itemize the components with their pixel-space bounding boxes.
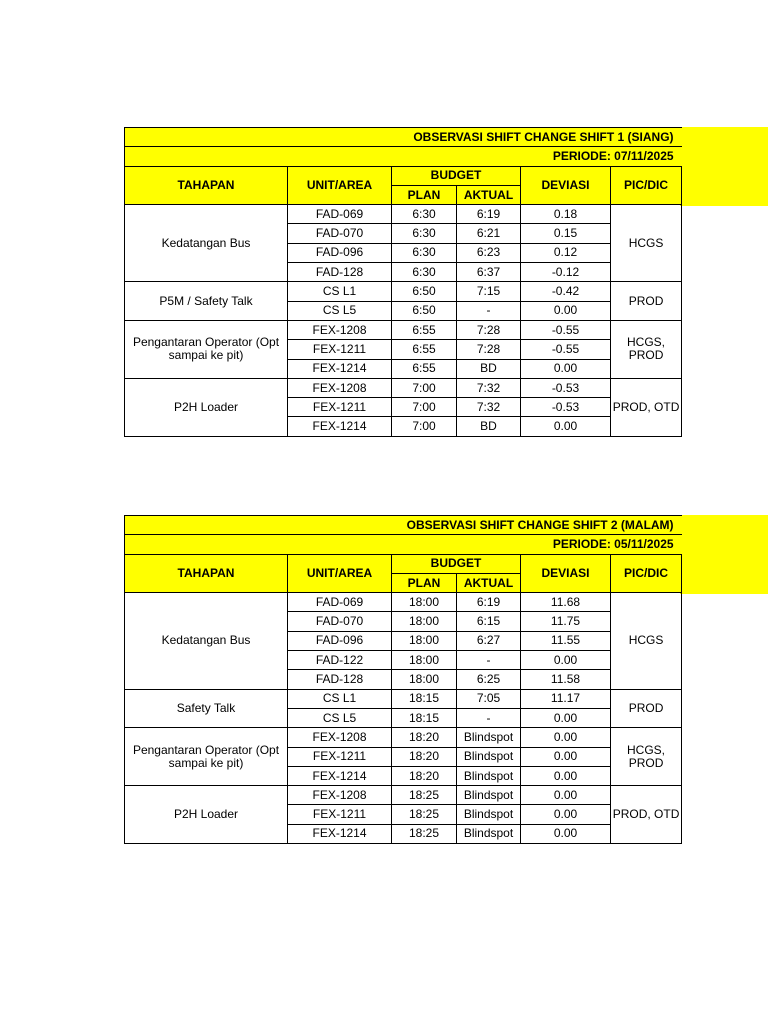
pic-cell: HCGS, PROD (611, 728, 682, 786)
shift-2-table (124, 515, 682, 844)
plan-cell: 18:25 (392, 805, 457, 824)
unit-cell: FEX-1211 (288, 747, 392, 766)
plan-cell: 18:20 (392, 766, 457, 785)
unit-cell: FAD-128 (288, 670, 392, 689)
deviation-cell: -0.12 (521, 263, 611, 282)
stage-cell: P2H Loader (125, 786, 288, 844)
pic-cell: HCGS, PROD (611, 320, 682, 378)
deviation-cell: 0.00 (521, 301, 611, 320)
unit-cell: FAD-122 (288, 651, 392, 670)
plan-cell: 6:30 (392, 224, 457, 243)
unit-cell: FAD-096 (288, 243, 392, 262)
actual-cell: BD (457, 359, 521, 378)
deviation-cell: -0.55 (521, 320, 611, 339)
pic-cell: PROD, OTD (611, 378, 682, 436)
column-header-actual: AKTUAL (457, 185, 521, 204)
actual-cell: 7:32 (457, 398, 521, 417)
unit-cell: FAD-128 (288, 263, 392, 282)
header-highlight (680, 127, 768, 206)
unit-cell: FEX-1208 (288, 320, 392, 339)
deviation-cell: 11.58 (521, 670, 611, 689)
plan-cell: 18:15 (392, 689, 457, 708)
deviation-cell: 0.18 (521, 205, 611, 224)
stage-cell: Safety Talk (125, 689, 288, 728)
unit-cell: FEX-1214 (288, 766, 392, 785)
actual-cell: 6:37 (457, 263, 521, 282)
pic-cell: PROD, OTD (611, 786, 682, 844)
deviation-cell: 0.00 (521, 728, 611, 747)
deviation-cell: 0.00 (521, 417, 611, 436)
pic-cell: PROD (611, 689, 682, 728)
table-row (125, 728, 682, 747)
deviation-cell: -0.42 (521, 282, 611, 301)
stage-cell: P2H Loader (125, 378, 288, 436)
plan-cell: 6:30 (392, 205, 457, 224)
actual-cell: 7:28 (457, 340, 521, 359)
unit-cell: CS L1 (288, 689, 392, 708)
unit-cell: CS L1 (288, 282, 392, 301)
column-header-pic: PIC/DIC (611, 554, 682, 593)
column-header-deviation: DEVIASI (521, 554, 611, 593)
unit-cell: FEX-1214 (288, 359, 392, 378)
table-row (125, 378, 682, 397)
unit-cell: CS L5 (288, 708, 392, 727)
deviation-cell: 0.00 (521, 708, 611, 727)
period-label: PERIODE: 07/11/2025 (125, 147, 682, 166)
stage-cell: Kedatangan Bus (125, 593, 288, 689)
plan-cell: 18:20 (392, 747, 457, 766)
unit-cell: FEX-1208 (288, 786, 392, 805)
plan-cell: 6:50 (392, 301, 457, 320)
actual-cell: 6:15 (457, 612, 521, 631)
unit-cell: FEX-1211 (288, 805, 392, 824)
table-title: OBSERVASI SHIFT CHANGE SHIFT 2 (MALAM) (125, 516, 682, 535)
actual-cell: 6:19 (457, 205, 521, 224)
unit-cell: FEX-1208 (288, 378, 392, 397)
pic-cell: PROD (611, 282, 682, 321)
plan-cell: 7:00 (392, 398, 457, 417)
deviation-cell: 0.00 (521, 747, 611, 766)
column-header-unit: UNIT/AREA (288, 554, 392, 593)
table-row (125, 689, 682, 708)
deviation-cell: 0.00 (521, 805, 611, 824)
column-header-plan: PLAN (392, 185, 457, 204)
deviation-cell: 0.00 (521, 359, 611, 378)
deviation-cell: 11.68 (521, 593, 611, 612)
deviation-cell: -0.55 (521, 340, 611, 359)
plan-cell: 18:25 (392, 824, 457, 843)
plan-cell: 6:30 (392, 263, 457, 282)
unit-cell: FEX-1211 (288, 340, 392, 359)
actual-cell: 7:05 (457, 689, 521, 708)
table-row (125, 786, 682, 805)
plan-cell: 18:00 (392, 670, 457, 689)
actual-cell: - (457, 708, 521, 727)
deviation-cell: 0.15 (521, 224, 611, 243)
stage-cell: P5M / Safety Talk (125, 282, 288, 321)
table-title: OBSERVASI SHIFT CHANGE SHIFT 1 (SIANG) (125, 128, 682, 147)
actual-cell: BD (457, 417, 521, 436)
column-header-unit: UNIT/AREA (288, 166, 392, 205)
column-header-stage: TAHAPAN (125, 554, 288, 593)
shift-1-observation-block (124, 127, 768, 437)
column-header-stage: TAHAPAN (125, 166, 288, 205)
table-row (125, 205, 682, 224)
actual-cell: Blindspot (457, 728, 521, 747)
actual-cell: Blindspot (457, 747, 521, 766)
plan-cell: 18:20 (392, 728, 457, 747)
unit-cell: FEX-1211 (288, 398, 392, 417)
deviation-cell: 11.55 (521, 631, 611, 650)
actual-cell: 6:27 (457, 631, 521, 650)
actual-cell: 6:19 (457, 593, 521, 612)
stage-cell: Kedatangan Bus (125, 205, 288, 282)
actual-cell: Blindspot (457, 824, 521, 843)
column-header-actual: AKTUAL (457, 573, 521, 592)
actual-cell: - (457, 651, 521, 670)
plan-cell: 6:55 (392, 320, 457, 339)
plan-cell: 6:55 (392, 340, 457, 359)
actual-cell: Blindspot (457, 786, 521, 805)
actual-cell: 7:15 (457, 282, 521, 301)
deviation-cell: 0.12 (521, 243, 611, 262)
actual-cell: - (457, 301, 521, 320)
column-header-budget: BUDGET (392, 554, 521, 573)
deviation-cell: 0.00 (521, 651, 611, 670)
unit-cell: FAD-096 (288, 631, 392, 650)
plan-cell: 6:30 (392, 243, 457, 262)
plan-cell: 7:00 (392, 417, 457, 436)
actual-cell: 7:32 (457, 378, 521, 397)
unit-cell: FAD-069 (288, 593, 392, 612)
period-label: PERIODE: 05/11/2025 (125, 535, 682, 554)
plan-cell: 6:55 (392, 359, 457, 378)
actual-cell: Blindspot (457, 766, 521, 785)
unit-cell: FEX-1208 (288, 728, 392, 747)
unit-cell: CS L5 (288, 301, 392, 320)
unit-cell: FEX-1214 (288, 824, 392, 843)
deviation-cell: 0.00 (521, 824, 611, 843)
table-row (125, 282, 682, 301)
actual-cell: 6:23 (457, 243, 521, 262)
column-header-plan: PLAN (392, 573, 457, 592)
deviation-cell: 11.17 (521, 689, 611, 708)
table-row (125, 593, 682, 612)
column-header-pic: PIC/DIC (611, 166, 682, 205)
actual-cell: 7:28 (457, 320, 521, 339)
actual-cell: 6:21 (457, 224, 521, 243)
deviation-cell: 11.75 (521, 612, 611, 631)
plan-cell: 18:15 (392, 708, 457, 727)
column-header-deviation: DEVIASI (521, 166, 611, 205)
pic-cell: HCGS (611, 593, 682, 689)
pic-cell: HCGS (611, 205, 682, 282)
shift-1-table (124, 127, 682, 437)
plan-cell: 6:50 (392, 282, 457, 301)
actual-cell: 6:25 (457, 670, 521, 689)
plan-cell: 7:00 (392, 378, 457, 397)
deviation-cell: -0.53 (521, 378, 611, 397)
column-header-budget: BUDGET (392, 166, 521, 185)
stage-cell: Pengantaran Operator (Opt sampai ke pit) (125, 320, 288, 378)
unit-cell: FEX-1214 (288, 417, 392, 436)
plan-cell: 18:00 (392, 631, 457, 650)
deviation-cell: -0.53 (521, 398, 611, 417)
actual-cell: Blindspot (457, 805, 521, 824)
unit-cell: FAD-070 (288, 224, 392, 243)
stage-cell: Pengantaran Operator (Opt sampai ke pit) (125, 728, 288, 786)
plan-cell: 18:00 (392, 612, 457, 631)
shift-2-observation-block (124, 515, 768, 844)
plan-cell: 18:25 (392, 786, 457, 805)
unit-cell: FAD-070 (288, 612, 392, 631)
plan-cell: 18:00 (392, 593, 457, 612)
deviation-cell: 0.00 (521, 786, 611, 805)
header-highlight (680, 515, 768, 594)
unit-cell: FAD-069 (288, 205, 392, 224)
table-row (125, 320, 682, 339)
plan-cell: 18:00 (392, 651, 457, 670)
deviation-cell: 0.00 (521, 766, 611, 785)
